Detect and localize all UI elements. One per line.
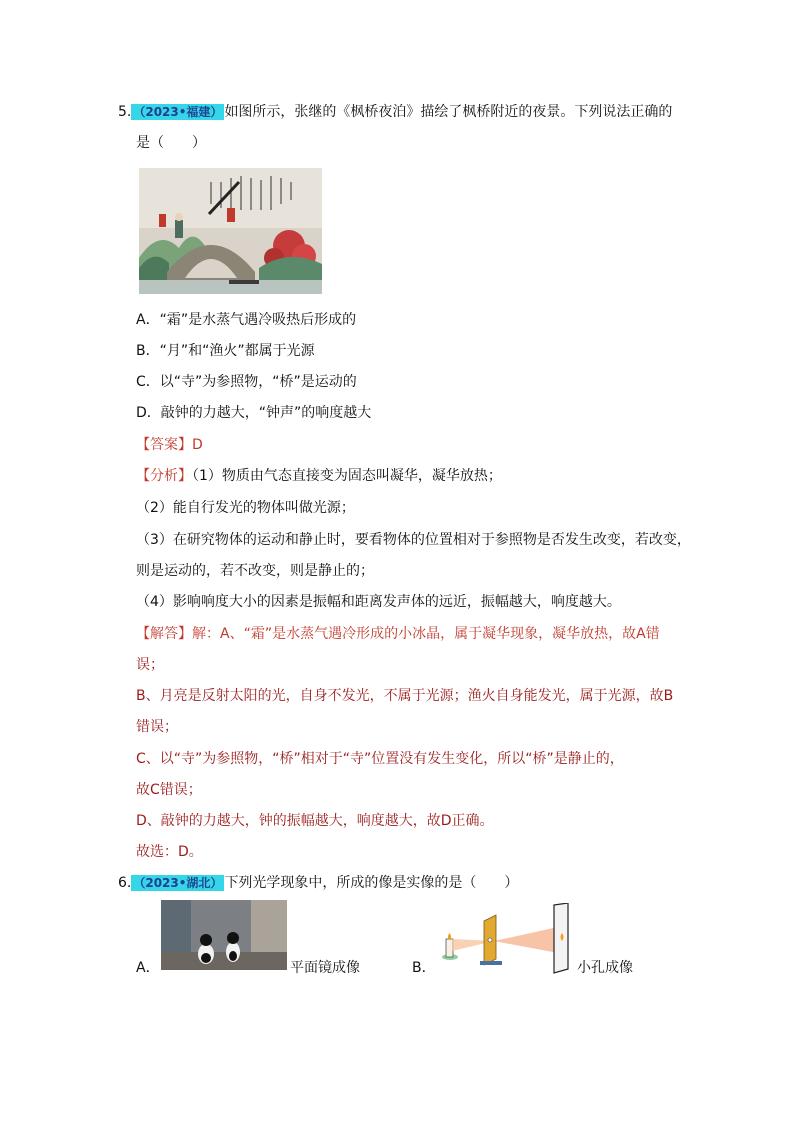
- q6-stem-text: 下列光学现象中，所成的像是实像的是（ ）: [224, 875, 519, 891]
- q5-analysis-3: （3）在研究物体的运动和静止时，要看物体的位置相对于参照物是否发生改变，若改变，: [136, 532, 691, 548]
- q5-solution-c2: 故C错误；: [136, 782, 202, 798]
- q5-solution-c1: C、以“寺”为参照物，“桥”相对于“寺”位置没有发生变化，所以“桥”是静止的，: [136, 751, 624, 767]
- analysis-text-1: （1）物质由气态直接变为固态叫凝华，凝华放热；: [192, 468, 502, 484]
- cat-mirror-photo: [161, 900, 287, 970]
- q5-solution-b2: 错误；: [136, 719, 178, 735]
- q5-option-d: D．敲钟的力越大，“钟声”的响度越大: [136, 405, 372, 421]
- q5-answer: [136, 435, 203, 455]
- answer-label: 【答案】: [136, 437, 192, 453]
- answer-value: D: [192, 437, 203, 453]
- q5-solution-d: D、敲钟的力越大，钟的振幅越大，响度越大，故D正确。: [136, 813, 494, 829]
- painting-illustration: [139, 168, 322, 294]
- q5-number: 5.: [118, 104, 132, 120]
- q5-solution-a2: 误；: [136, 657, 164, 673]
- pinhole-illustration: [436, 903, 580, 975]
- q5-analysis-2: （2）能自行发光的物体叫做光源；: [136, 500, 355, 516]
- solution-a-text: 解：A、“霜”是水蒸气遇冷形成的小冰晶，属于凝华现象，凝华放热，故A错: [192, 626, 660, 642]
- q6-option-a-caption: 平面镜成像: [290, 960, 360, 976]
- q5-option-a: A．“霜”是水蒸气遇冷吸热后形成的: [136, 312, 357, 328]
- q5-stem-line2: 是（ ）: [136, 135, 206, 151]
- q5-choice: 故选：D。: [136, 844, 203, 860]
- pinhole-diagram: [436, 903, 580, 975]
- q6-stem: [118, 873, 518, 893]
- analysis-label: 【分析】: [136, 468, 192, 484]
- q5-analysis-4: 则是运动的，若不改变，则是静止的；: [136, 563, 374, 579]
- q5-solution-a1: [136, 624, 660, 644]
- maple-bridge-painting: [139, 168, 322, 294]
- q5-option-c: C．以“寺”为参照物，“桥”是运动的: [136, 374, 357, 390]
- q5-solution-b1: B、月亮是反射太阳的光，自身不发光，不属于光源；渔火自身能发光，属于光源，故B: [136, 688, 674, 704]
- q5-option-b: B．“月”和“渔火”都属于光源: [136, 343, 315, 359]
- q5-source-tag: （2023•福建）: [133, 105, 223, 119]
- q5-stem-text: 如图所示，张继的《枫桥夜泊》描绘了枫桥附近的夜景。下列说法正确的: [224, 104, 673, 120]
- q6-number: 6.: [118, 875, 132, 891]
- q6-option-b-letter: B．: [412, 960, 436, 976]
- q6-option-b-caption: 小孔成像: [577, 960, 633, 976]
- solution-label: 【解答】: [136, 626, 192, 642]
- cat-mirror-illustration: [161, 900, 287, 970]
- q5-analysis-1: [136, 466, 502, 486]
- q5-stem-line1: [118, 102, 672, 122]
- q6-option-a-letter: A．: [136, 960, 160, 976]
- q6-source-tag: （2023•湖北）: [133, 876, 223, 890]
- q5-analysis-5: （4）影响响度大小的因素是振幅和距离发声体的远近，振幅越大，响度越大。: [136, 594, 621, 610]
